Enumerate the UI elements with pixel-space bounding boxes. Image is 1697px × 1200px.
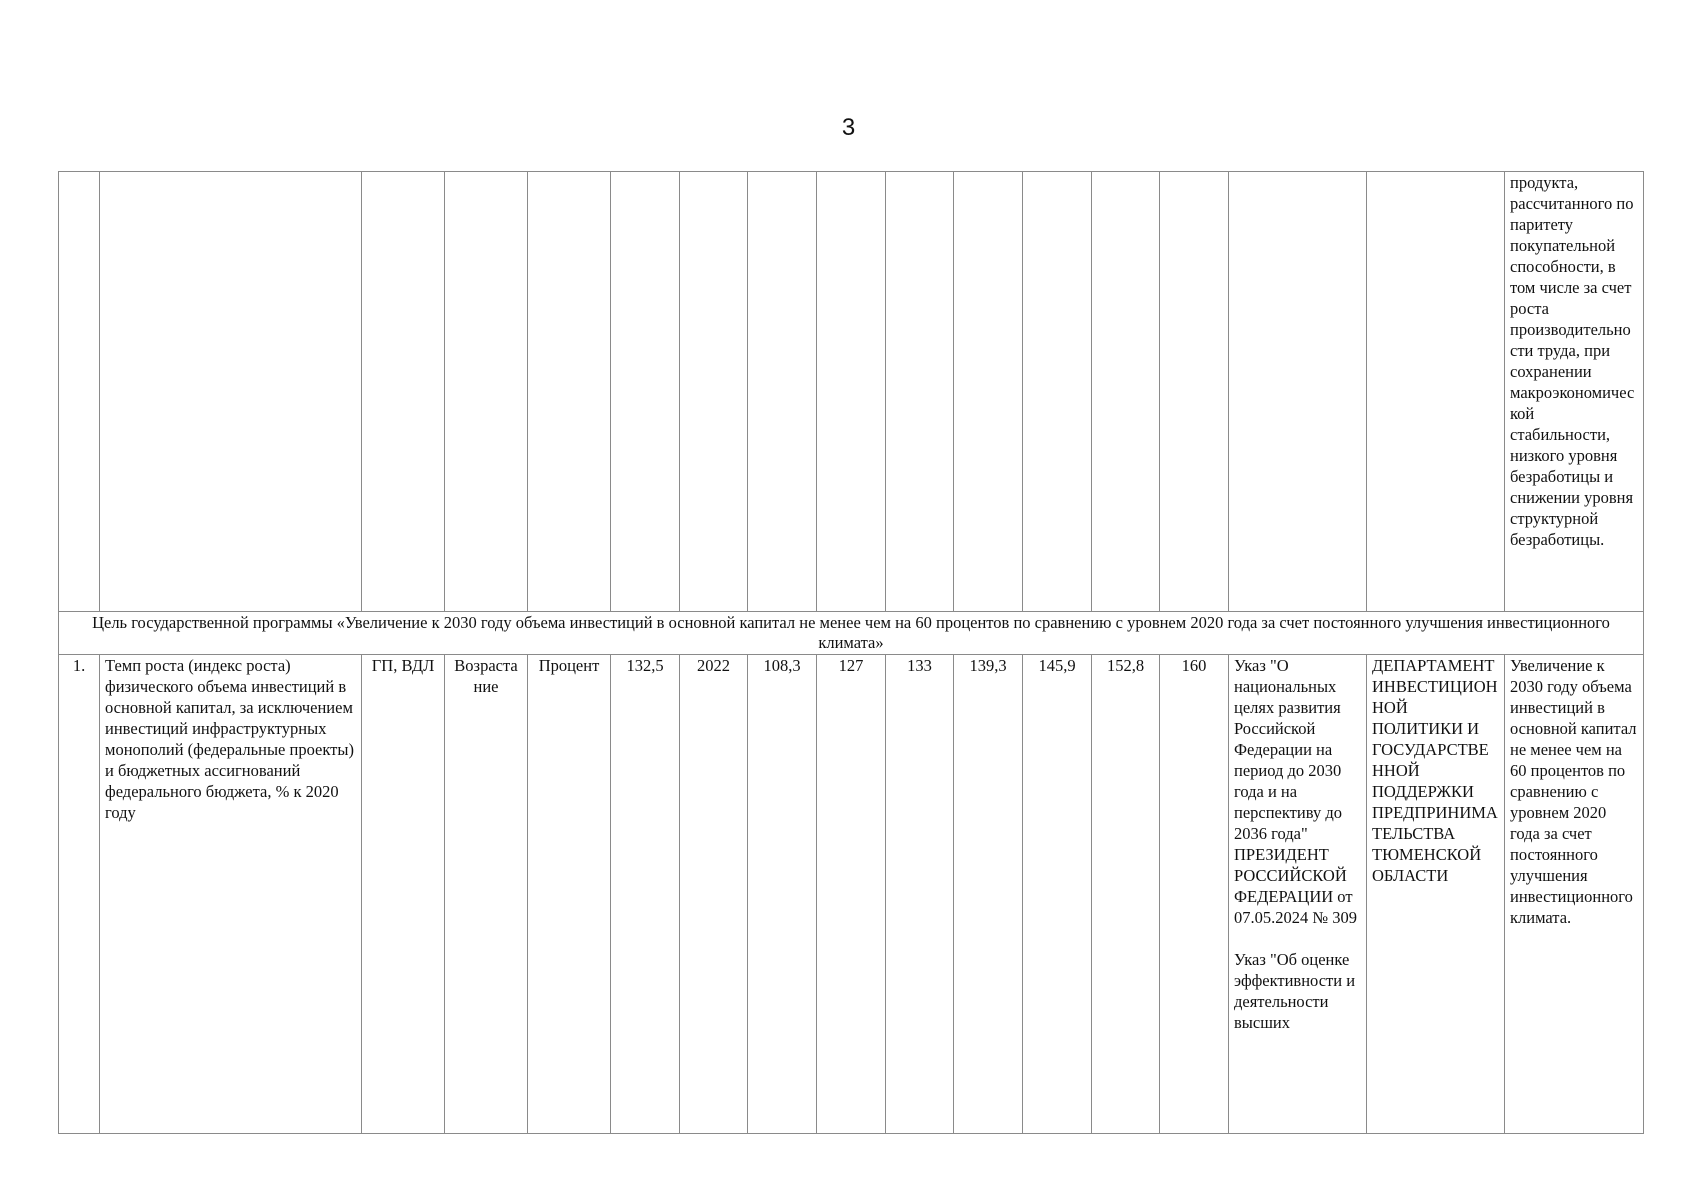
- empty-cell: [100, 172, 362, 612]
- value-cell: 139,3: [954, 655, 1023, 1134]
- base-value: 132,5: [611, 655, 680, 1134]
- row-number: 1.: [59, 655, 100, 1134]
- empty-cell: [954, 172, 1023, 612]
- empty-cell: [59, 172, 100, 612]
- empty-cell: [1229, 172, 1367, 612]
- continuation-row: [59, 172, 1644, 612]
- indicator-name: Темп роста (индекс роста) физического объема инвестиций в основной капитал, за исключением инвестиций инфраструктурных монополий (федеральные проекты) и бюджетных ассигнований федерального бюджета, % к 2020 году: [100, 655, 362, 1134]
- base-year: 2022: [680, 655, 748, 1134]
- empty-cell: [611, 172, 680, 612]
- indicator-unit: Процент: [528, 655, 611, 1134]
- empty-cell: [1160, 172, 1229, 612]
- indicator-trend: Возрастание: [445, 655, 528, 1134]
- responsible-body: ДЕПАРТАМЕНТ ИНВЕСТИЦИОННОЙ ПОЛИТИКИ И ГОСУДАРСТВЕННОЙ ПОДДЕРЖКИ ПРЕДПРИНИМАТЕЛЬСТВА ТЮМЕНСКОЙ ОБЛАСТИ: [1367, 655, 1505, 1134]
- goal-text: Цель государственной программы «Увеличение к 2030 году объема инвестиций в основной капитал не менее чем на 60 процентов по сравнению с уровнем 2020 года за счет постоянного улучшения инвестиционного климата»: [59, 612, 1644, 655]
- indicator-row: [59, 655, 1644, 1134]
- empty-cell: [886, 172, 954, 612]
- continuation-link-cell: продукта, рассчитанного по паритету покупательной способности, в том числе за счет роста производительности труда, при сохранении макроэкономической стабильности, низкого уровня безработицы и снижении уровня структурной безработицы.: [1505, 172, 1644, 612]
- value-cell: 127: [817, 655, 886, 1134]
- empty-cell: [528, 172, 611, 612]
- empty-cell: [362, 172, 445, 612]
- national-goal-link: Увеличение к 2030 году объема инвестиций в основной капитал не менее чем на 60 процентов по сравнению с уровнем 2020 года за счет постоянного улучшения инвестиционного климата.: [1505, 655, 1644, 1134]
- value-cell: 160: [1160, 655, 1229, 1134]
- value-cell: 145,9: [1023, 655, 1092, 1134]
- goal-row: [59, 612, 1644, 655]
- page-number: 3: [841, 114, 856, 141]
- empty-cell: [680, 172, 748, 612]
- value-cell: 133: [886, 655, 954, 1134]
- empty-cell: [1367, 172, 1505, 612]
- empty-cell: [445, 172, 528, 612]
- value-cell: 152,8: [1092, 655, 1160, 1134]
- empty-cell: [1092, 172, 1160, 612]
- document-basis: Указ "О национальных целях развития Российской Федерации на период до 2030 года и на перспективу до 2036 года" ПРЕЗИДЕНТ РОССИЙСКОЙ ФЕДЕРАЦИИ от 07.05.2024 № 309 Указ "Об оценке эффективности и деятельности высших: [1229, 655, 1367, 1134]
- empty-cell: [1023, 172, 1092, 612]
- indicators-table: [58, 171, 1644, 1134]
- empty-cell: [748, 172, 817, 612]
- value-cell: 108,3: [748, 655, 817, 1134]
- indicator-level: ГП, ВДЛ: [362, 655, 445, 1134]
- empty-cell: [817, 172, 886, 612]
